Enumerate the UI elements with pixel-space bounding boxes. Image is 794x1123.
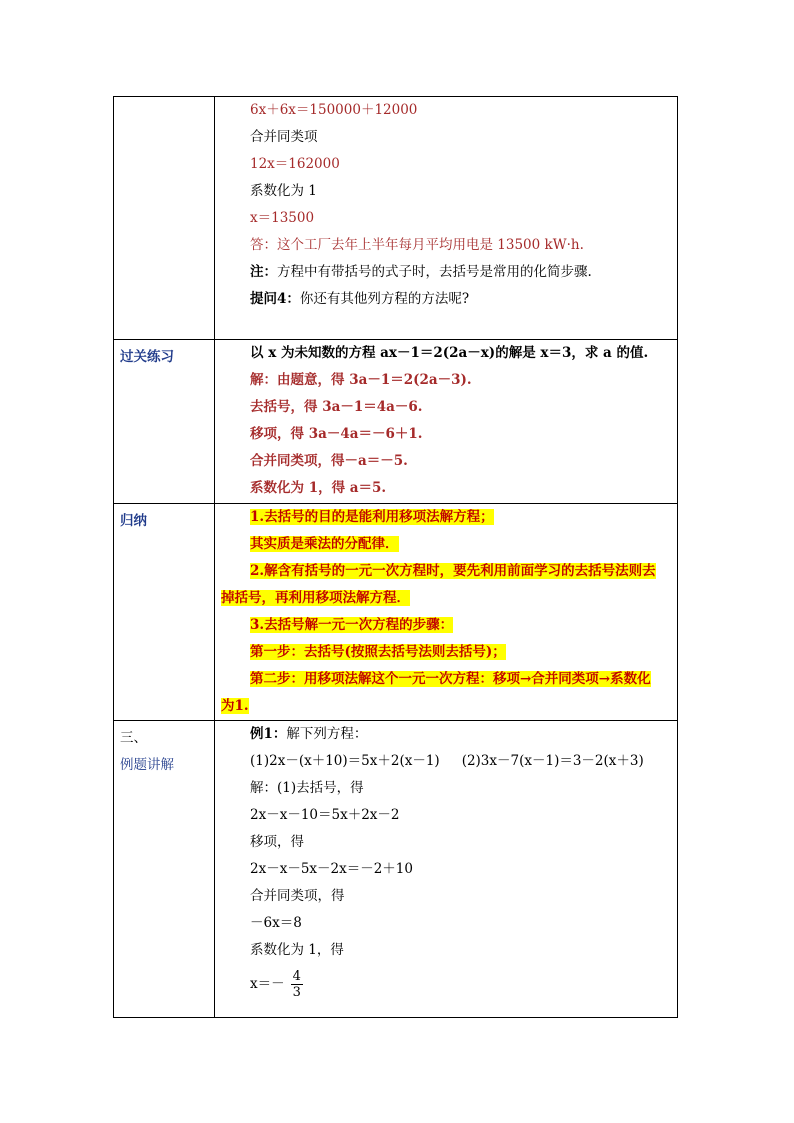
solution-step: 合并同类项，得 xyxy=(250,888,345,904)
step-line: 合并同类项 xyxy=(250,129,318,145)
example-title xyxy=(215,721,677,748)
summary-line: 为1. xyxy=(221,698,249,714)
row-label: 过关练习 xyxy=(120,349,174,365)
step-line: 系数化为 1 xyxy=(250,183,317,199)
solution-line: 解：由题意，得 3a－1＝2(2a－3). xyxy=(250,372,472,388)
section-number: 三、 xyxy=(120,730,147,746)
fraction-numerator: 4 xyxy=(292,969,301,984)
solution-line: 移项，得 3a－4a＝－6＋1. xyxy=(250,426,423,442)
summary-line: 第一步：去括号(按照去括号法则去括号)； xyxy=(250,644,506,660)
summary-line: 其实质是乘法的分配律． xyxy=(250,536,399,552)
row-label xyxy=(114,721,214,779)
summary-line: 掉括号，再利用移项法解方程． xyxy=(221,590,410,606)
content-cell xyxy=(215,340,678,504)
example-label: 例1： xyxy=(250,726,287,742)
solution-step: －6x＝8 xyxy=(250,915,302,931)
answer-lhs: x＝－ xyxy=(250,976,285,992)
solution-step: 2x－x－5x－2x＝－2＋10 xyxy=(250,861,413,877)
lesson-table xyxy=(113,96,678,1018)
section-title: 例题讲解 xyxy=(120,757,174,773)
final-answer xyxy=(215,964,677,1004)
table-row xyxy=(114,721,678,1018)
row-label-cell xyxy=(114,97,215,340)
solution-step: 移项，得 xyxy=(250,834,304,850)
summary-line: 第二步：用移项法解这个一元一次方程：移项→合并同类项→系数化 xyxy=(250,671,651,687)
equation-line: 6x＋6x＝150000＋12000 xyxy=(250,102,418,118)
solution-line: 去括号，得 3a－1＝4a－6. xyxy=(250,399,423,415)
row-label xyxy=(114,97,214,101)
row-label: 归纳 xyxy=(120,513,147,529)
table-row xyxy=(114,504,678,721)
equation-1: (1)2x－(x＋10)＝5x＋2(x－1) xyxy=(250,753,440,769)
solution-step: 解：(1)去括号，得 xyxy=(250,780,364,796)
equation-line: 12x＝162000 xyxy=(250,156,340,172)
table-row xyxy=(114,97,678,340)
solution-line: 系数化为 1，得 a＝5. xyxy=(250,480,387,496)
fraction xyxy=(291,969,303,1000)
note-line xyxy=(215,259,677,286)
note-label: 注： xyxy=(250,264,277,280)
question-label: 提问4： xyxy=(250,291,300,307)
solution-line: 合并同类项，得－a＝－5. xyxy=(250,453,408,469)
row-label-cell xyxy=(114,721,215,1018)
answer-line: 答：这个工厂去年上半年每月平均用电是 13500 kW·h. xyxy=(250,237,584,253)
content-cell xyxy=(215,721,678,1018)
content-cell xyxy=(215,504,678,721)
summary-line: 1.去括号的目的是能利用移项法解方程； xyxy=(250,509,494,525)
question-line xyxy=(215,286,677,313)
problem-line: 以 x 为未知数的方程 ax－1＝2(2a－x)的解是 x＝3，求 a 的值. xyxy=(250,345,649,361)
solution-step: 2x－x－10＝5x＋2x－2 xyxy=(250,807,400,823)
equations-line xyxy=(215,748,677,775)
equation-line: x＝13500 xyxy=(250,210,315,226)
fraction-denominator: 3 xyxy=(292,985,301,1000)
solution-step: 系数化为 1，得 xyxy=(250,942,344,958)
example-instruction: 解下列方程： xyxy=(286,726,368,742)
row-label-cell xyxy=(114,340,215,504)
question-text: 你还有其他列方程的方法呢? xyxy=(299,291,470,307)
table-row xyxy=(114,340,678,504)
summary-line: 3.去括号解一元一次方程的步骤： xyxy=(250,617,454,633)
content-cell xyxy=(215,97,678,340)
row-label-cell xyxy=(114,504,215,721)
note-text: 方程中有带括号的式子时，去括号是常用的化简步骤. xyxy=(277,264,592,280)
summary-line: 2.解含有括号的一元一次方程时，要先利用前面学习的去括号法则去 xyxy=(250,563,656,579)
equation-2: (2)3x－7(x－1)＝3－2(x＋3) xyxy=(461,753,644,769)
